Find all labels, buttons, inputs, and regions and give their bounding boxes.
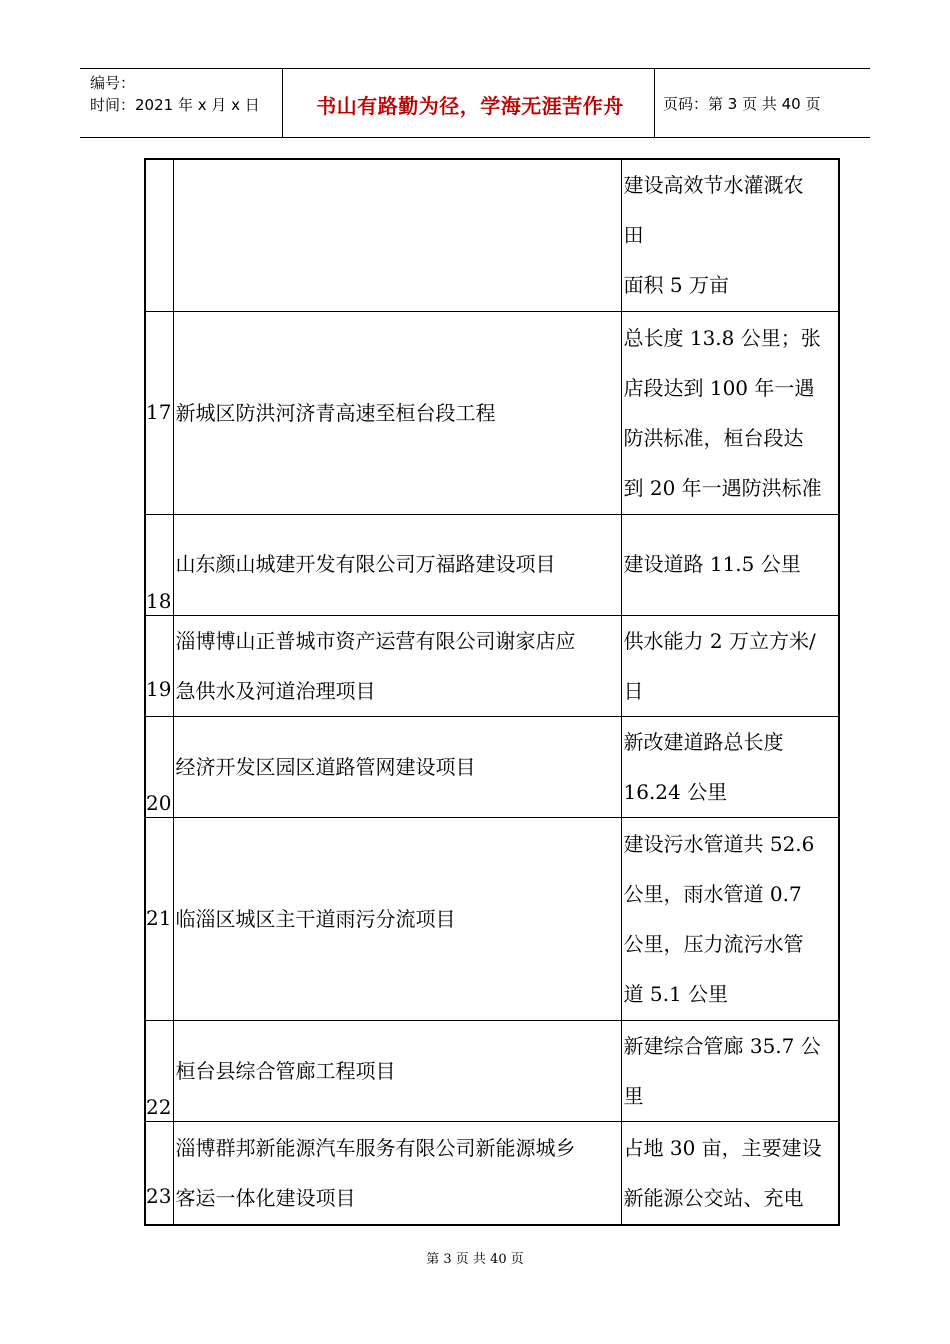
project-description: 建设道路 11.5 公里 — [621, 514, 839, 615]
page-header — [80, 68, 870, 138]
table-row — [145, 1121, 839, 1225]
header-divider — [654, 69, 655, 137]
row-number: 19 — [145, 615, 173, 716]
project-description: 供水能力 2 万立方米/ 日 — [621, 615, 839, 716]
project-description: 建设高效节水灌溉农 田 面积 5 万亩 — [621, 159, 839, 311]
document-number-label: 编号： — [90, 74, 136, 92]
table-row — [145, 817, 839, 1020]
row-number: 20 — [145, 716, 173, 817]
row-number — [145, 159, 173, 311]
row-number: 23 — [145, 1121, 173, 1225]
project-table — [144, 158, 840, 1226]
project-name: 临淄区城区主干道雨污分流项目 — [173, 817, 621, 1020]
row-number: 17 — [145, 311, 173, 514]
table-row — [145, 716, 839, 817]
project-description: 新改建道路总长度 16.24 公里 — [621, 716, 839, 817]
page-footer: 第 3 页 共 40 页 — [426, 1252, 524, 1267]
header-divider — [282, 69, 283, 137]
project-name: 桓台县综合管廊工程项目 — [173, 1020, 621, 1121]
table-row — [145, 615, 839, 716]
table-row — [145, 514, 839, 615]
project-name: 淄博群邦新能源汽车服务有限公司新能源城乡 客运一体化建设项目 — [173, 1121, 621, 1225]
row-number: 21 — [145, 817, 173, 1020]
project-name: 山东颜山城建开发有限公司万福路建设项目 — [173, 514, 621, 615]
document-date: 时间：2021 年 x 月 x 日 — [90, 96, 260, 114]
table-row — [145, 1020, 839, 1121]
project-description: 占地 30 亩，主要建设 新能源公交站、充电 — [621, 1121, 839, 1225]
row-number: 18 — [145, 514, 173, 615]
project-name: 经济开发区园区道路管网建设项目 — [173, 716, 621, 817]
header-motto: 书山有路勤为径，学海无涯苦作舟 — [316, 94, 624, 118]
row-number: 22 — [145, 1020, 173, 1121]
table-row — [145, 159, 839, 311]
project-name: 淄博博山正普城市资产运营有限公司谢家店应 急供水及河道治理项目 — [173, 615, 621, 716]
table-row — [145, 311, 839, 514]
project-description: 建设污水管道共 52.6 公里，雨水管道 0.7 公里，压力流污水管 道 5.1 公里 — [621, 817, 839, 1020]
project-name: 新城区防洪河济青高速至桓台段工程 — [173, 311, 621, 514]
header-meta — [90, 72, 260, 116]
project-description: 总长度 13.8 公里；张 店段达到 100 年一遇 防洪标准，桓台段达 到 20 年一遇防洪标准 — [621, 311, 839, 514]
project-description: 新建综合管廊 35.7 公 里 — [621, 1020, 839, 1121]
project-name — [173, 159, 621, 311]
header-page-number: 页码：第 3 页 共 40 页 — [663, 95, 821, 113]
